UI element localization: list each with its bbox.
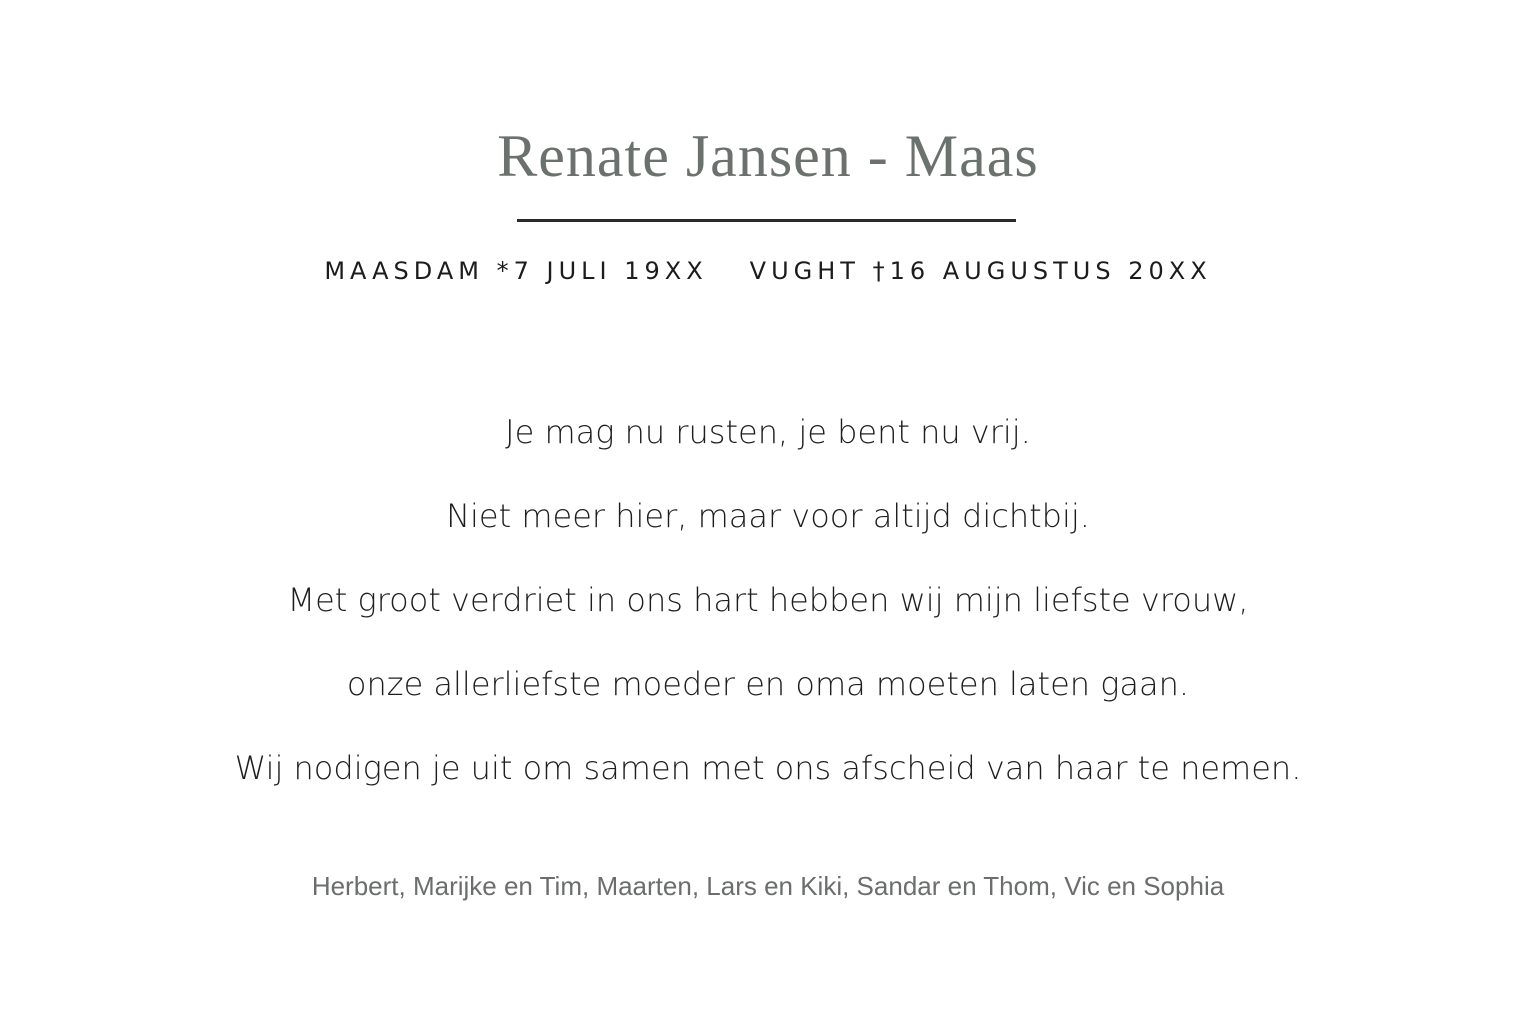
- verse-line: Niet meer hier, maar voor altijd dichtbij.: [446, 497, 1090, 535]
- verse-block: [0, 410, 1536, 830]
- birth-date: MAASDAM *7 JULI 19XX: [324, 257, 708, 285]
- verse-line: onze allerliefste moeder en oma moeten laten gaan.: [346, 665, 1190, 703]
- verse-line: Je mag nu rusten, je bent nu vrij.: [505, 413, 1031, 451]
- deceased-name: Renate Jansen - Maas: [497, 123, 1039, 189]
- death-date: VUGHT †16 AUGUSTUS 20XX: [749, 257, 1212, 285]
- verse-line: Met groot verdriet in ons hart hebben wij mijn liefste vrouw,: [287, 581, 1249, 619]
- verse-line: Wij nodigen je uit om samen met ons afscheid van haar te nemen.: [234, 749, 1302, 787]
- family-signoff: Herbert, Marijke en Tim, Maarten, Lars en Kiki, Sandar en Thom, Vic en Sophia: [311, 871, 1225, 901]
- title-divider: [517, 219, 1016, 222]
- life-dates: [0, 255, 1536, 287]
